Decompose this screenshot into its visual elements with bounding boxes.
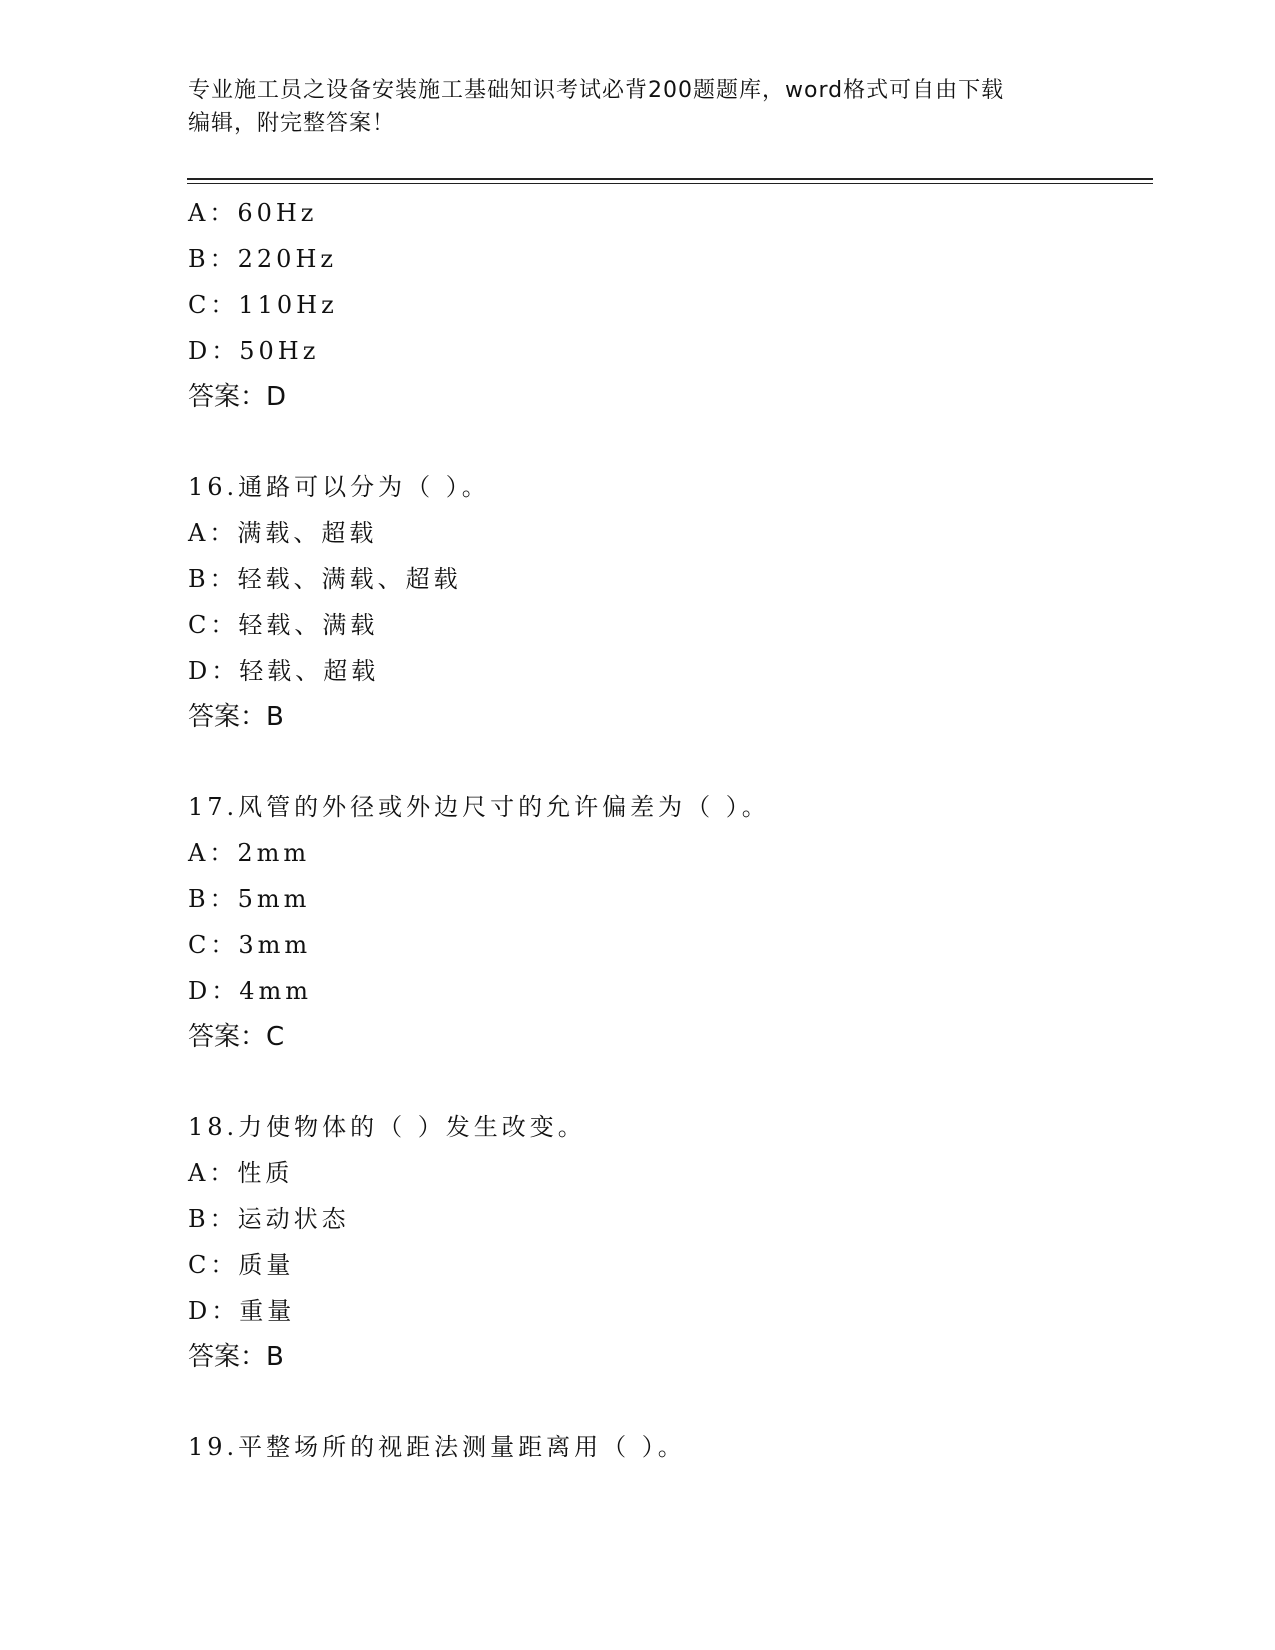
document-header [188,74,1068,140]
question-text: 18.力使物体的（ ）发生改变。 [188,1113,586,1141]
header-line-2: 编辑，附完整答案！ [188,111,396,136]
option-c: C：轻载、满载 [188,611,379,639]
option-d: D：50Hz [188,337,320,365]
answer-line: 答案：B [188,1342,284,1372]
option-a: A：60Hz [188,199,318,227]
spacer [188,740,1148,784]
option-b: B：5mm [188,885,311,913]
answer-line: 答案：C [188,1022,285,1052]
spacer [188,1380,1148,1424]
option-b: B：220Hz [188,245,338,273]
header-line-1: 专业施工员之设备安装施工基础知识考试必背200题题库，word格式可自由下载 [188,78,1005,103]
answer-line: 答案：D [188,382,287,412]
option-b: B：轻载、满载、超载 [188,565,462,593]
question-block [188,1424,1148,1470]
answer-line: 答案：B [188,702,284,732]
spacer [188,420,1148,464]
option-c: C：3mm [188,931,312,959]
question-list [188,190,1148,1470]
header-rule-thin [187,183,1153,184]
question-text: 16.通路可以分为（ ）。 [188,473,490,501]
question-block [188,1104,1148,1380]
spacer [188,1060,1148,1104]
option-a: A：满载、超载 [188,519,378,547]
option-c: C：质量 [188,1251,295,1279]
question-block [188,784,1148,1060]
question-block [188,464,1148,740]
option-a: A：性质 [188,1159,294,1187]
option-a: A：2mm [188,839,311,867]
option-d: D：4mm [188,977,313,1005]
question-text: 17.风管的外径或外边尺寸的允许偏差为（ ）。 [188,793,770,821]
header-rule-thick [187,178,1153,180]
question-text: 19.平整场所的视距法测量距离用（ ）。 [188,1433,686,1461]
question-block [188,190,1148,420]
option-d: D：轻载、超载 [188,657,380,685]
option-c: C：110Hz [188,291,338,319]
option-b: B：运动状态 [188,1205,350,1233]
option-d: D：重量 [188,1297,296,1325]
